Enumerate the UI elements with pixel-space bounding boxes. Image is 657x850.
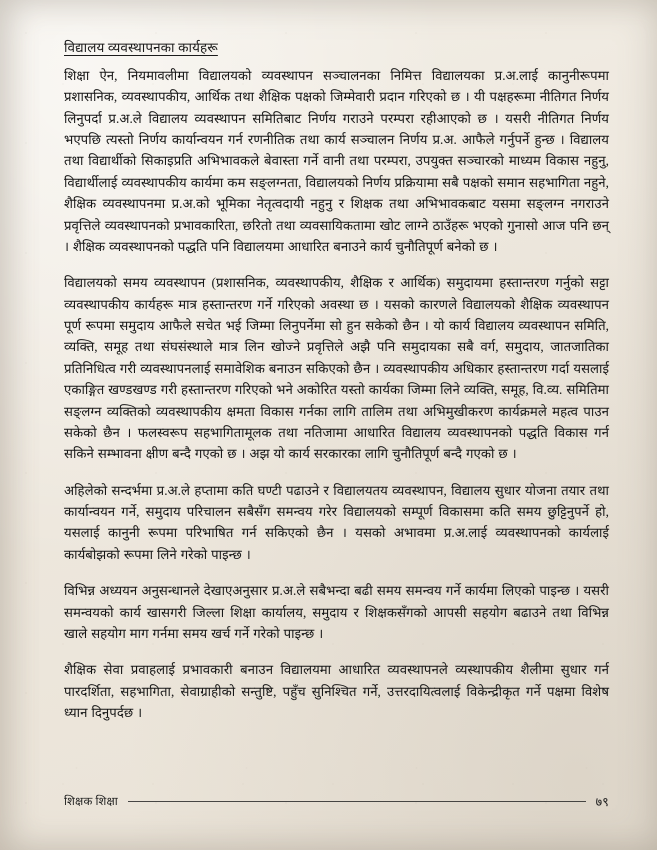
body-paragraph-4: विभिन्न अध्ययन अनुसन्धानले देखाएअनुसार प्र.अ.ले सबैभन्दा बढी समय समन्वय गर्ने कार्यमा लिएकाे पाइन्छ । यसरी समन्वयको कार्य खासगरी जिल्ला शिक्षा कार्यालय, समुदाय र शिक्षकसँगको आपसी सहयोग बढाउने तथा विभिन्न खाले सहयोग माग गर्नमा समय खर्च गर्ने गरेको पाइन्छ । [64, 583, 609, 641]
body-paragraph-2: विद्यालयको समय व्यवस्थापन (प्रशासनिक, व्यवस्थापकीय, शैक्षिक र आर्थिक) समुदायमा हस्तान्तरण गर्नुको सट्टा व्यवस्थापकीय कार्यहरू मात्र हस्तान्तरण गर्ने गरिएको अवस्था छ । यसको कारणले विद्यालयको शैक्षिक व्यवस्थापन पूर्ण रूपमा समुदाय आफैले सचेत भई जिम्मा लिनुपर्नेमा सो हुन सकेको छैन । यो कार्य विद्यालय व्यवस्थापन समिति, व्यक्ति, समूह तथा संघसंस्थाले मात्र लिन खोज्ने प्रवृत्तिले अझै पनि समुदायका सबै वर्ग, समुदाय, जातजातिका प्रतिनिधित्व गरी व्यवस्थापनलाई समावेशिक बनाउन सकिएको छैन । व्यवस्थापकीय अधिकार हस्तान्तरण गर्दा यसलाई एकाङ्गित खण्डखण्ड गरी हस्तान्तरण गरिएको भने अकोरित यस्तो कार्यका जिम्मा लिने व्यक्ति, समूह, वि.व्य. समितिमा सङ्लग्न व्यक्तिको व्यवस्थापकीय क्षमता विकास गर्नका लागि तालिम तथा अभिमुखीकरण कार्यक्रमले महत्व पाउन सकेको छैन । फलस्वरूप सहभागितामूलक तथा नतिजामा आधारित विद्यालय व्यवस्थापनको पद्धति विकास गर्न सकिने सम्भावना क्षीण बन्दै गएको छ । अझ यो कार्य सरकारका लागि चुनौतिपूर्ण बन्दै गएको छ । [64, 275, 609, 462]
footer-title: शिक्षक शिक्षा [64, 796, 118, 808]
body-paragraph-3: अहिलेको सन्दर्भमा प्र.अ.ले हप्तामा कति घण्टी पढाउने र विद्यालयतय व्यवस्थापन, विद्यालय सुधार योजना तयार तथा कार्यान्वयन गर्ने, समुदाय परिचालन सबैसँग समन्वय गरेर विद्यालयको सम्पूर्ण विकासमा कति समय छुट्टिनुपर्ने हो, यसलाई कानुनी रूपमा परिभाषित गर्न सकिएको छैन । यसको अभावमा प्र.अ.लाई व्यवस्थापनको कार्यलाई कार्यबोझको रूपमा लिने गरेको पाइन्छ । [64, 482, 609, 562]
page-footer [64, 793, 609, 810]
body-paragraph-1: शिक्षा ऐन, नियमावलीमा विद्यालयको व्यवस्थापन सञ्चालनका निमित्त विद्यालयका प्र.अ.लाई कानुनीरूपमा प्रशासनिक, व्यवस्थापकीय, आर्थिक तथा शैक्षिक पक्षको जिम्मेवारी प्रदान गरिएको छ । यी पक्षहरूमा नीतिगत निर्णय लिनुपर्दा प्र.अ.ले विद्यालय व्यवस्थापन समितिबाट निर्णय गराउने परम्परा रहीआएको छ । यसरी नीतिगत निर्णय भएपछि त्यस्तो निर्णय कार्यान्वयन गर्न रणनीतिक तथा कार्य सञ्चालन निर्णय प्र.अ. आफैले गर्नुपर्ने हुन्छ । विद्यालय तथा विद्यार्थीको सिकाइप्रति अभिभावकले बेवास्ता गर्ने वानी तथा परम्परा, उपयुक्त सञ्चारको माध्यम विकास नहुनु, विद्यार्थीलाई व्यवस्थापकीय कार्यमा कम सङ्लग्नता, विद्यालयको निर्णय प्रक्रियामा सबै पक्षको समान सहभागिता नहुने, शैक्षिक व्यवस्थापनमा प्र.अ.को भूमिका नेतृत्वदायी नहुनु र शिक्षक तथा अभिभावकबाट यसमा सङ्लग्न नगराउने प्रवृत्तिले व्यवस्थापनको प्रभावकारिता, छरितो तथा व्यवसायिकतामा खोट लाग्ने ठाउँहरू भएको गुनासो आज पनि छन् । शैक्षिक व्यवस्थापनको पद्धति पनि विद्यालयमा आधारित बनाउने कार्य चुनौतिपूर्ण बनेको छ । [64, 67, 609, 254]
page-number: ७९ [595, 795, 609, 809]
footer-divider [128, 801, 586, 802]
page-content [64, 38, 609, 802]
body-paragraph-5: शैक्षिक सेवा प्रवाहलाई प्रभावकारी बनाउन विद्यालयमा आधारित व्यवस्थापनले व्यस्थापकीय शैलीमा सुधार गर्न पारदर्शिता, सहभागिता, सेवाग्राहीको सन्तुष्टि, पहुँच सुनिश्चित गर्ने, उत्तरदायित्वलाई विकेन्द्रीकृत गर्ने पक्षमा विशेष ध्यान दिनुपर्दछ । [64, 662, 609, 721]
section-heading: विद्यालय व्यवस्थापनका कार्यहरू [64, 40, 218, 55]
